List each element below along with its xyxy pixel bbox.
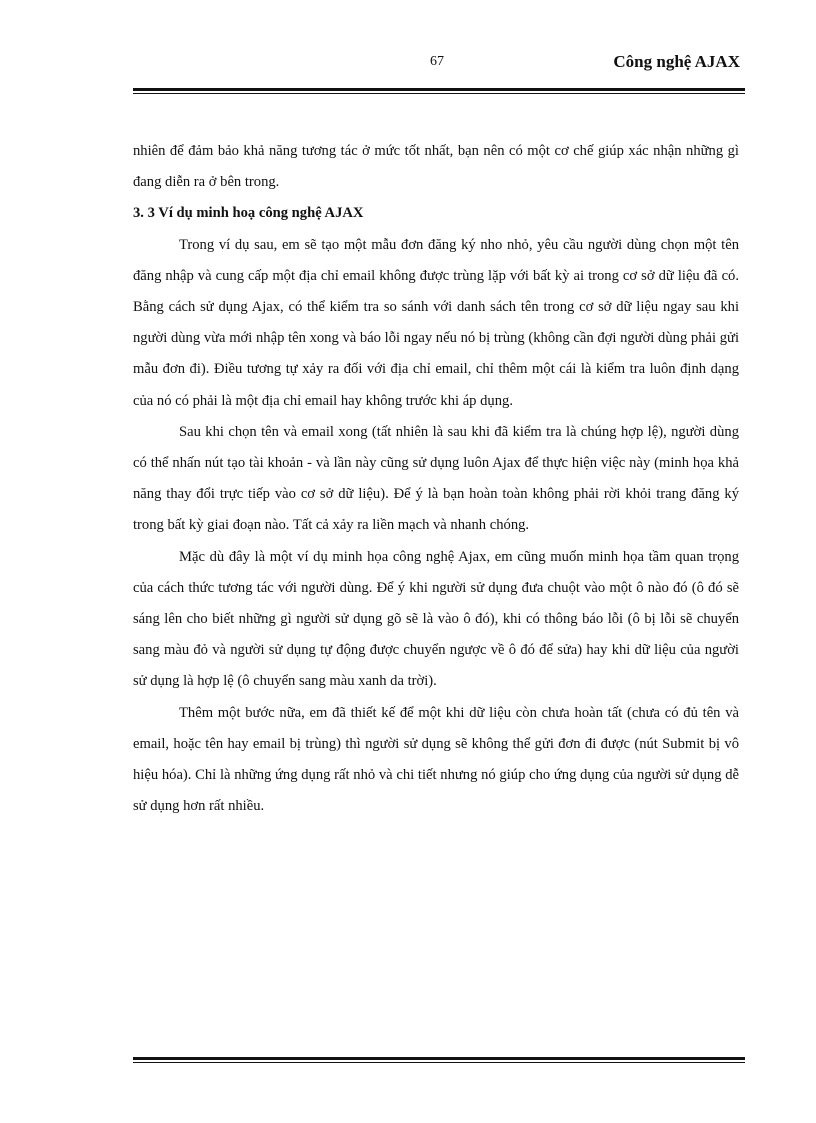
running-title: Công nghệ AJAX <box>613 52 740 71</box>
page-number: 67 <box>430 54 444 69</box>
page-body <box>133 136 739 822</box>
body-paragraph: Mặc dù đây là một ví dụ minh họa công nghệ Ajax, em cũng muốn minh họa tầm quan trọng của cách thức tương tác với người dùng. Để ý khi người sử dụng đưa chuột vào một ô nào đó (ô đó sẽ sáng lên cho biết những gì người sử dụng gõ sẽ là vào ô đó), khi có thông báo lỗi (ô bị lỗi sẽ chuyển sang màu đỏ và người sử dụng tự động được chuyển ngược về ô đó để sửa) hay khi dữ liệu của người sử dụng là hợp lệ (ô chuyển sang màu xanh da trời). <box>133 548 739 690</box>
footer-rule <box>133 1057 745 1063</box>
body-paragraph: Thêm một bước nữa, em đã thiết kế để một khi dữ liệu còn chưa hoàn tất (chưa có đủ tên và email, hoặc tên hay email bị trùng) thì người sử dụng sẽ không thể gửi đơn đi được (nút Submit bị vô hiệu hóa). Chỉ là những ứng dụng rất nhỏ và chi tiết nhưng nó giúp cho ứng dụng của người sử dụng dễ sử dụng hơn rất nhiều. <box>133 704 739 815</box>
header-rule <box>133 88 745 94</box>
body-paragraph: Sau khi chọn tên và email xong (tất nhiên là sau khi đã kiểm tra là chúng hợp lệ), người dùng có thể nhấn nút tạo tài khoản - và lần này cũng sử dụng luôn Ajax để thực hiện việc này (minh họa khả năng thay đổi trực tiếp vào cơ sở dữ liệu). Để ý là bạn hoàn toàn không phải rời khỏi trang đăng ký trong bất kỳ giai đoạn nào. Tất cả xảy ra liền mạch và nhanh chóng. <box>133 423 739 534</box>
body-paragraph: Trong ví dụ sau, em sẽ tạo một mẫu đơn đăng ký nho nhỏ, yêu cầu người dùng chọn một tên đăng nhập và cung cấp một địa chỉ email không được trùng lặp với bất kỳ ai trong cơ sở dữ liệu đã có. Bằng cách sử dụng Ajax, có thể kiểm tra so sánh với danh sách tên trong cơ sở dữ liệu ngay sau khi người dùng vừa mới nhập tên xong và báo lỗi ngay nếu nó bị trùng (không cần đợi người dùng phải gửi mẫu đơn đi). Điều tương tự xảy ra đối với địa chỉ email, chỉ thêm một cái là kiểm tra luôn định dạng của nó có phải là một địa chỉ email hay không trước khi áp dụng. <box>133 236 739 409</box>
continuation-paragraph: nhiên để đảm bảo khả năng tương tác ở mức tốt nhất, bạn nên có một cơ chế giúp xác nhận những gì đang diễn ra ở bên trong. <box>133 143 739 191</box>
section-heading: 3. 3 Ví dụ minh hoạ công nghệ AJAX <box>133 205 364 222</box>
